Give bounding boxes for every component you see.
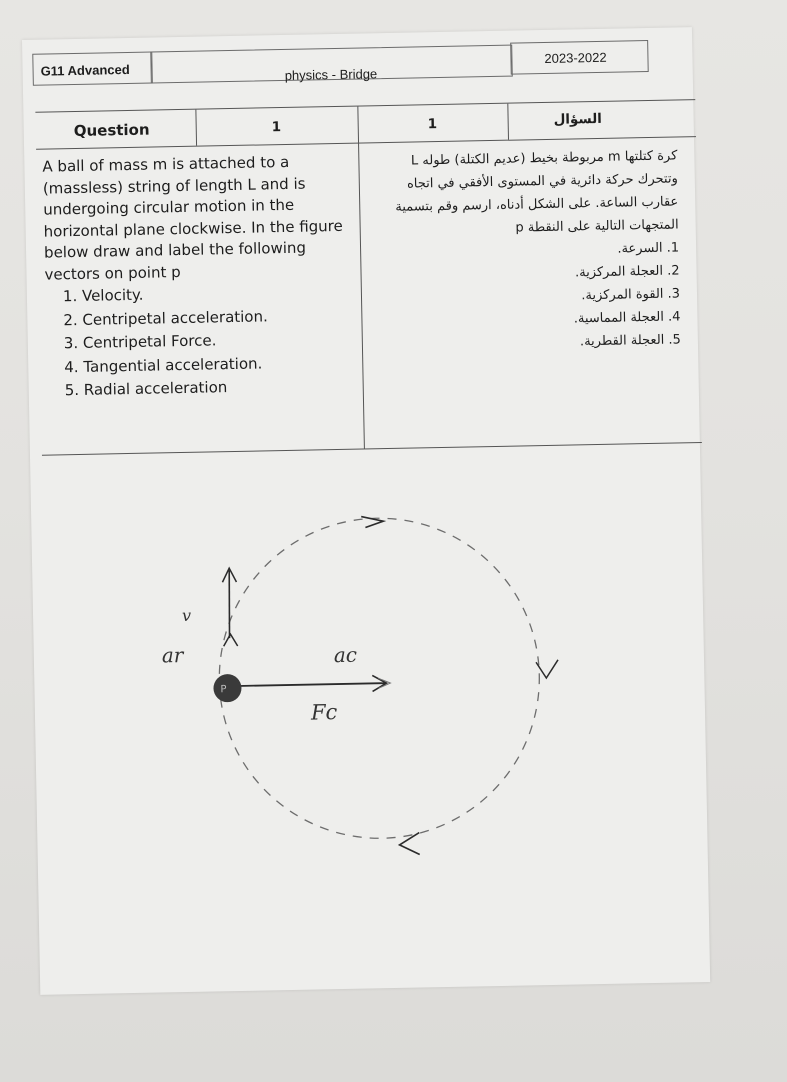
centripetal-force-label: Fc bbox=[310, 700, 338, 725]
velocity-label: v bbox=[181, 605, 192, 626]
grade-label: G11 Advanced bbox=[40, 61, 130, 79]
question-header: Question bbox=[73, 120, 150, 141]
vector-item-centripetal-acceleration: 2. Centripetal acceleration. bbox=[63, 306, 268, 329]
vector-item-ar-1: 1. السرعة. bbox=[617, 240, 680, 257]
radial-accel-label: ar bbox=[161, 643, 184, 668]
subject-label: physics - Bridge bbox=[284, 66, 378, 83]
question-number-ar: 1 bbox=[427, 116, 438, 133]
vector-item-velocity: 1. Velocity. bbox=[62, 285, 144, 306]
centripetal-accel-label: ac bbox=[333, 642, 358, 668]
circular-motion-diagram bbox=[22, 27, 710, 995]
question-prompt-en: A ball of mass m is attached to a (massless) string of length L and is undergoing circular motion in the horizontal plane clockwise. In the figure below draw and label the following vectors on point p bbox=[42, 152, 343, 284]
question-number-en: 1 bbox=[271, 119, 282, 136]
worksheet-sheet bbox=[22, 27, 710, 995]
vector-item-centripetal-force: 3. Centripetal Force. bbox=[63, 331, 217, 353]
year-label: 2023-2022 bbox=[544, 49, 607, 66]
ball-point-p bbox=[213, 674, 242, 703]
vector-item-ar-2: 2. العجلة المركزية. bbox=[574, 263, 680, 281]
vector-item-tangential-acceleration: 4. Tangential acceleration. bbox=[64, 353, 263, 376]
point-p-label: P bbox=[220, 684, 227, 696]
vector-item-ar-5: 5. العجلة القطرية. bbox=[579, 332, 682, 350]
vector-item-ar-4: 4. العجلة المماسية. bbox=[573, 309, 681, 327]
question-header-ar: السؤال bbox=[553, 110, 603, 128]
question-prompt-ar: كرة كتلتها m مربوطة بخيط (عديم الكتلة) طوله L وتتحرك حركة دائرية في المستوى الأفقي في اتجاه عقارب الساعة. على الشكل أدناه، ارسم وقم بتسمية المتجهات التالية على النقطة p bbox=[395, 148, 679, 236]
centripetal-vector-line bbox=[238, 683, 386, 686]
vector-item-radial-acceleration: 5. Radial acceleration bbox=[64, 378, 228, 400]
velocity-vector-line bbox=[228, 570, 230, 638]
vector-item-ar-3: 3. القوة المركزية. bbox=[581, 286, 681, 304]
